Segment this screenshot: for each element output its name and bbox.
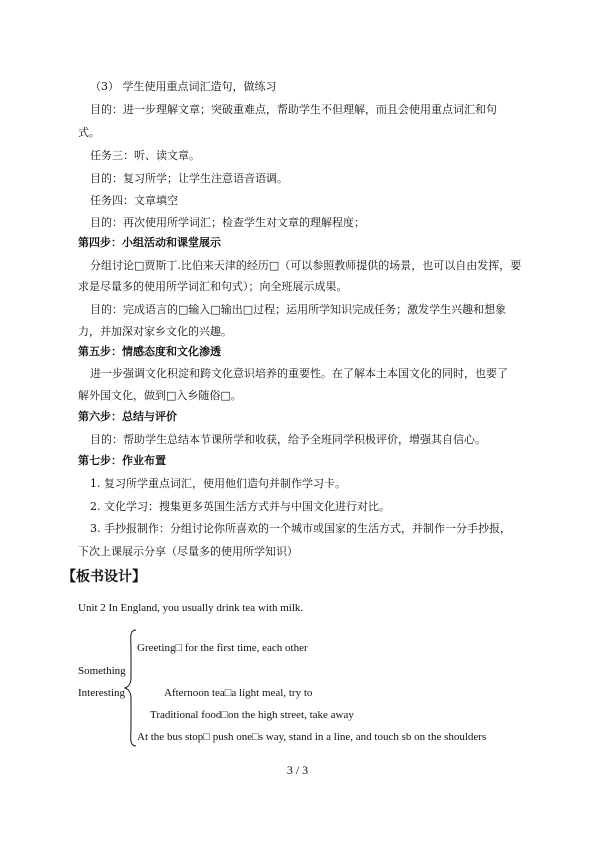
homework-item-3a: 3. 手抄报制作：分组讨论你所喜欢的一个城市或国家的生活方式，并制作一分手抄报， [90,522,511,535]
purpose-line-3: 目的：再次使用所学词汇；检查学生对文章的理解程度； [90,216,365,229]
page-number: 3 / 3 [286,763,309,777]
step-four-heading: 第四步：小组活动和课堂展示 [78,236,221,249]
board-item-afternoon-tea: Afternoon tea□a light meal, try to [164,687,313,699]
label-something: Something [78,665,126,677]
step3-sentence-task: （3） 学生使用重点词汇造句，做练习 [90,80,277,93]
step4-purpose-a: 目的：完成语言的□输入□输出□过程；运用所学知识完成任务；激发学生兴趣和想象 [90,303,507,316]
purpose-line-1b: 式。 [78,126,100,139]
board-item-greeting: Greeting□ for the first time, each other [137,642,308,654]
step6-purpose: 目的：帮助学生总结本节课所学和收获，给予全班同学积极评价，增强其自信心。 [90,433,486,446]
homework-item-3b: 下次上课展示分享（尽量多的使用所学知识） [78,545,298,558]
step-seven-heading: 第七步：作业布置 [78,454,166,467]
board-design-title: 【板书设计】 [62,569,146,585]
label-interesting: Interesting [78,687,126,699]
step-six-heading: 第六步：总结与评价 [78,410,177,423]
step-five-heading: 第五步：情感态度和文化渗透 [78,345,221,358]
step4-line-a: 分组讨论□贾斯丁.比伯来天津的经历□（可以参照教师提供的场景，也可以自由发挥，要 [90,259,522,272]
homework-item-2: 2. 文化学习：搜集更多英国生活方式并与中国文化进行对比。 [90,500,390,513]
purpose-line-1a: 目的：进一步理解文章；突破重难点，帮助学生不但理解，而且会使用重点词汇和句 [90,103,497,116]
purpose-line-2: 目的：复习所学；让学生注意语音语调。 [90,172,288,185]
board-item-traditional-food: Traditional food□on the high street, take away [150,709,354,721]
task-four: 任务四：文章填空 [90,194,178,207]
task-three: 任务三：听、读文章。 [90,149,200,162]
step5-line-b: 解外国文化，做到□入乡随俗□。 [78,389,242,402]
step4-line-b: 求是尽量多的使用所学词汇和句式）；向全班展示成果。 [78,280,348,293]
step4-purpose-b: 力，并加深对家乡文化的兴趣。 [78,325,232,338]
step5-line-a: 进一步强调文化积淀和跨文化意识培养的重要性。在了解本土本国文化的同时，也要了 [90,367,508,380]
homework-item-1: 1. 复习所学重点词汇，使用他们造句并制作学习卡。 [90,477,346,490]
unit-title: Unit 2 In England, you usually drink tea with milk. [78,602,304,614]
board-item-bus-stop: At the bus stop□ push one□s way, stand in a line, and touch sb on the shoulders [137,731,487,743]
